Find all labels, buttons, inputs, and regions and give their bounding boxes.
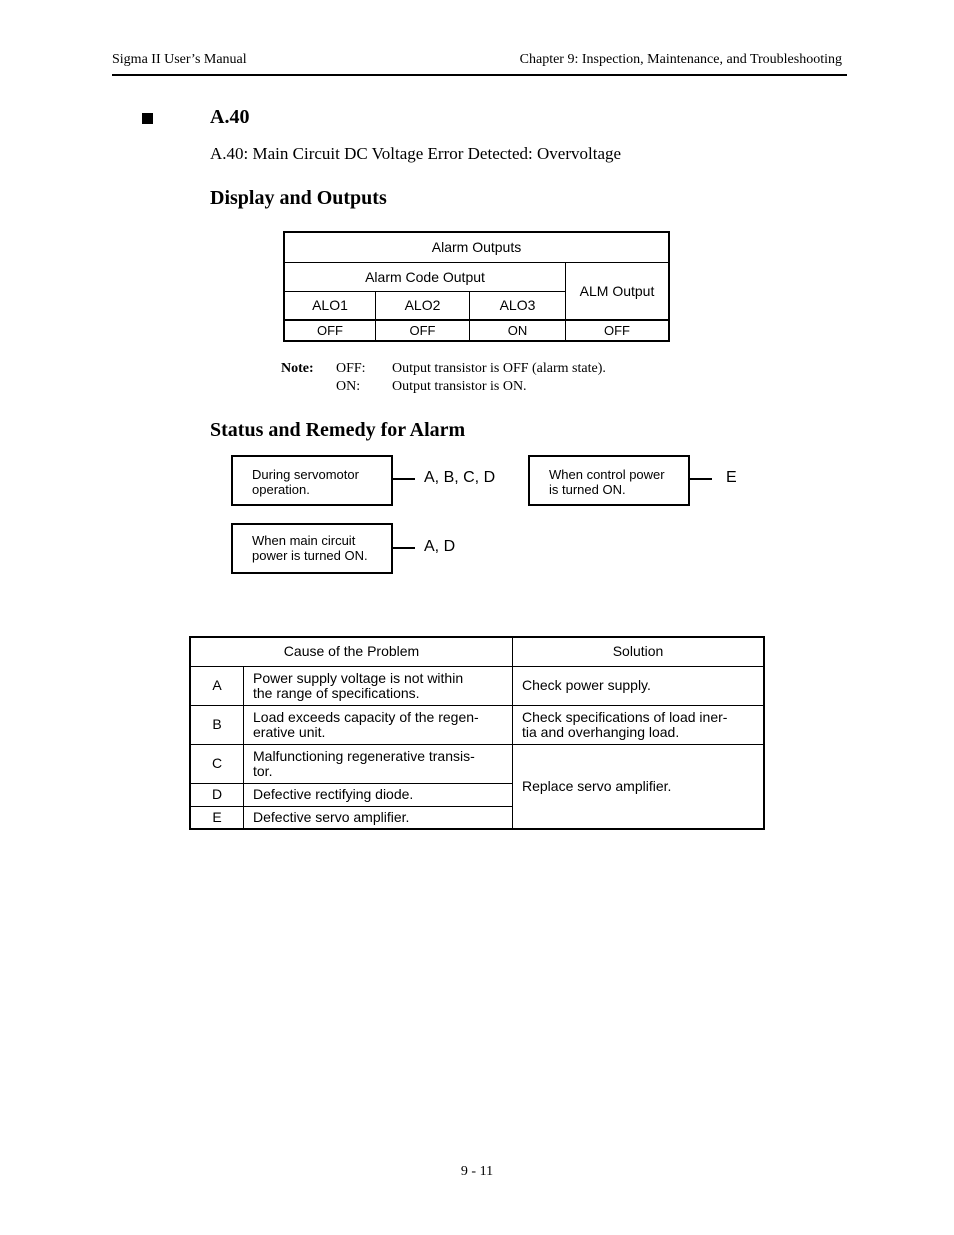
- note-label: Note:: [281, 361, 314, 376]
- alo3-header: ALO3: [470, 291, 566, 320]
- cause-solution-table: [189, 636, 765, 830]
- alm-value: OFF: [566, 320, 670, 341]
- header-rule: [112, 74, 847, 76]
- table-row: [190, 705, 764, 744]
- status-box-servomotor-operation: [231, 455, 393, 506]
- table-row: [190, 744, 764, 783]
- status-box-line: power is turned ON.: [252, 548, 368, 563]
- solution-header: Solution: [513, 637, 765, 666]
- connector-line: [393, 547, 415, 549]
- status-box-line: is turned ON.: [549, 482, 626, 497]
- status-causes-main-circuit: A, D: [424, 538, 456, 555]
- connector-line: [690, 478, 712, 480]
- status-causes-servomotor: A, B, C, D: [424, 469, 496, 486]
- cause-header: Cause of the Problem: [190, 637, 513, 666]
- solution-text: Replace servo amplifier.: [513, 744, 765, 829]
- cause-id: E: [190, 806, 244, 829]
- alm-output-label: ALM Output: [566, 262, 670, 320]
- cause-id: C: [190, 744, 244, 783]
- cause-text: Defective rectifying diode.: [244, 783, 513, 806]
- table-row: [190, 666, 764, 705]
- note-text-on: Output transistor is ON.: [392, 379, 527, 394]
- note-key-off: OFF:: [336, 361, 366, 376]
- status-box-main-circuit-power: [231, 523, 393, 574]
- status-remedy-heading: Status and Remedy for Alarm: [210, 419, 466, 441]
- status-box-line: When main circuit: [252, 533, 356, 548]
- status-box-line: operation.: [252, 482, 310, 497]
- connector-line: [393, 478, 415, 480]
- alo1-value: OFF: [284, 320, 376, 341]
- cause-id: B: [190, 705, 244, 744]
- cause-text: Load exceeds capacity of the regen- erative unit.: [244, 705, 513, 744]
- display-outputs-heading: Display and Outputs: [210, 187, 387, 209]
- solution-text: Check power supply.: [513, 666, 765, 705]
- square-bullet-icon: [142, 113, 153, 124]
- alarm-outputs-title: Alarm Outputs: [284, 232, 669, 262]
- status-box-control-power: [528, 455, 690, 506]
- status-box-line: During servomotor: [252, 467, 359, 482]
- alo2-value: OFF: [376, 320, 470, 341]
- cause-text: Defective servo amplifier.: [244, 806, 513, 829]
- section-subtitle: A.40: Main Circuit DC Voltage Error Detected: Overvoltage: [210, 144, 622, 163]
- cause-id: D: [190, 783, 244, 806]
- header-chapter-title: Chapter 9: Inspection, Maintenance, and Troubleshooting: [519, 52, 842, 67]
- note-key-on: ON:: [336, 379, 361, 394]
- alarm-outputs-table: [283, 231, 670, 342]
- status-causes-control-power: E: [726, 469, 737, 486]
- note-text-off: Output transistor is OFF (alarm state).: [392, 361, 606, 376]
- alarm-code-output-label: Alarm Code Output: [284, 262, 566, 291]
- cause-text: Malfunctioning regenerative transis- tor.: [244, 744, 513, 783]
- page-number: 9 - 11: [460, 1164, 494, 1179]
- alo3-value: ON: [470, 320, 566, 341]
- section-title: A.40: [210, 106, 250, 128]
- solution-text: Check specifications of load iner- tia and overhanging load.: [513, 705, 765, 744]
- cause-text: Power supply voltage is not within the range of specifications.: [244, 666, 513, 705]
- status-box-line: When control power: [549, 467, 665, 482]
- header-manual-title: Sigma II User’s Manual: [112, 52, 247, 67]
- alo1-header: ALO1: [284, 291, 376, 320]
- cause-id: A: [190, 666, 244, 705]
- alo2-header: ALO2: [376, 291, 470, 320]
